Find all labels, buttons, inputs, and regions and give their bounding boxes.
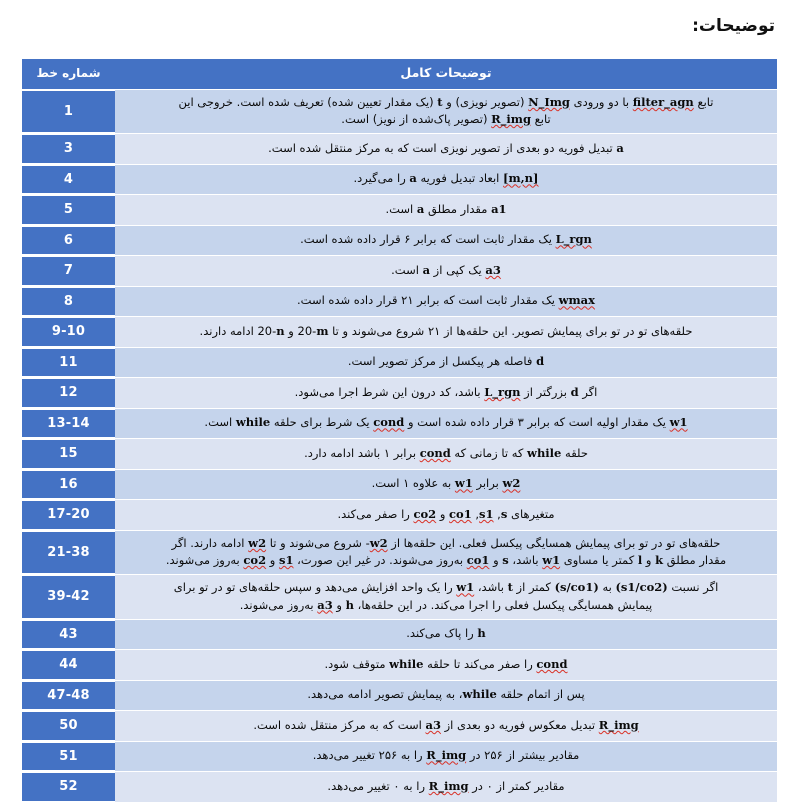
cell-description xyxy=(115,348,777,378)
cell-line-number: 1 xyxy=(22,90,115,134)
code-token: s1 xyxy=(278,553,294,568)
code-token: co2 xyxy=(243,553,267,568)
code-token: w1 xyxy=(456,580,475,595)
description-line: اگر d بزرگتر از L_rgn باشد، کد درون این شرط اجرا می‌شود. xyxy=(127,384,765,401)
cell-line-number: 17-20 xyxy=(22,500,115,530)
description-line: R_img تبدیل معکوس فوریه دو بعدی از a3 است که به مرکز منتقل شده است. xyxy=(127,717,765,734)
cell-description xyxy=(115,772,777,802)
table-row xyxy=(22,575,777,619)
table-row xyxy=(22,195,777,225)
code-token: R_img xyxy=(426,748,467,763)
cell-description xyxy=(115,500,777,530)
description-line: wmax یک مقدار ثابت است که برابر ۲۱ قرار داده شده است. xyxy=(127,292,765,309)
code-token: while xyxy=(235,415,271,430)
code-token: a xyxy=(616,140,624,155)
cell-description xyxy=(115,681,777,711)
description-line: مقدار مطلق k و l کمتر یا مساوی w1 باشد، s و co1 به‌روز می‌شوند. در غیر این صورت، s1 و co2 به‌روز می‌شوند. xyxy=(127,552,765,569)
table-row xyxy=(22,531,777,575)
code-token: w2 xyxy=(502,476,521,491)
cell-line-number: 21-38 xyxy=(22,531,115,575)
cell-description xyxy=(115,439,777,469)
cell-description xyxy=(115,531,777,575)
code-token: w2 xyxy=(248,535,267,550)
code-token: l xyxy=(637,553,643,568)
description-line: cond را صفر می‌کند تا حلقه while متوقف شود. xyxy=(127,656,765,673)
code-token: m xyxy=(316,323,329,338)
description-line: تابع filter_agn با دو ورودی N_Img (تصویر نویزی) و t (یک مقدار تعیین شده) تعریف شده است. خروجی این xyxy=(127,94,765,111)
cell-description xyxy=(115,226,777,256)
cell-description xyxy=(115,90,777,134)
code-token: t xyxy=(507,580,513,595)
code-token: R_img xyxy=(428,778,469,793)
cell-line-number: 11 xyxy=(22,348,115,378)
description-line: پیمایش همسایگی پیکسل فعلی را اجرا می‌کند. در این حلقه‌ها، h و a3 به‌روز می‌شوند. xyxy=(127,597,765,614)
cell-description xyxy=(115,134,777,164)
table-row xyxy=(22,620,777,650)
code-token: s xyxy=(502,553,509,568)
table-row xyxy=(22,439,777,469)
description-line: مقادیر کمتر از ۰ در R_img را به ۰ تغییر می‌دهد. xyxy=(127,778,765,795)
description-line: h را پاک می‌کند. xyxy=(127,625,765,642)
code-token: a xyxy=(422,262,431,277)
code-token: (s1/co2) xyxy=(615,580,668,595)
description-line: d فاصله هر پیکسل از مرکز تصویر است. xyxy=(127,353,765,370)
cell-line-number: 9-10 xyxy=(22,317,115,347)
cell-description xyxy=(115,409,777,439)
table-row xyxy=(22,256,777,286)
code-token: a3 xyxy=(317,597,333,612)
cell-line-number: 52 xyxy=(22,772,115,802)
code-token: h xyxy=(345,597,354,612)
code-token: R_img xyxy=(598,717,639,732)
description-line: مقادیر بیشتر از ۲۵۶ در R_img را به ۲۵۶ تغییر می‌دهد. xyxy=(127,747,765,764)
cell-description xyxy=(115,378,777,408)
code-token: cond xyxy=(373,415,405,430)
cell-line-number: 4 xyxy=(22,165,115,195)
code-token: co1 xyxy=(449,506,472,521)
description-line: a تبدیل فوریه دو بعدی از تصویر نویزی است که به مرکز منتقل شده است. xyxy=(127,140,765,157)
code-token: a1 xyxy=(491,201,507,216)
cell-line-number: 8 xyxy=(22,287,115,317)
code-token: a3 xyxy=(425,717,441,732)
table-row xyxy=(22,165,777,195)
code-token: a xyxy=(416,201,425,216)
table-row xyxy=(22,287,777,317)
table-row xyxy=(22,90,777,134)
cell-line-number: 15 xyxy=(22,439,115,469)
code-token: co2 xyxy=(413,506,437,521)
description-line: تابع R_img (تصویر پاک‌شده از نویز) است. xyxy=(127,111,765,128)
code-token: cond xyxy=(536,656,568,671)
cell-line-number: 47-48 xyxy=(22,681,115,711)
code-token: while xyxy=(527,445,562,460)
code-token: cond xyxy=(419,445,451,460)
code-token: w1 xyxy=(542,553,561,568)
code-token: [m,n] xyxy=(503,171,539,186)
table-row xyxy=(22,470,777,500)
cell-description xyxy=(115,317,777,347)
code-token: w1 xyxy=(669,415,688,430)
code-token: L_rgn xyxy=(484,384,521,399)
description-line: w1 یک مقدار اولیه است که برابر ۳ قرار داده شده است و cond یک شرط برای حلقه while است. xyxy=(127,414,765,431)
table-header-row xyxy=(22,59,777,88)
description-line: حلقه‌های تو در تو برای پیمایش همسایگی پیکسل فعلی. این حلقه‌ها از w2- شروع می‌شوند و تا w2 ادامه دارند. اگر xyxy=(127,535,765,552)
code-token: a3 xyxy=(485,262,501,277)
code-token: while xyxy=(389,656,424,671)
table-row xyxy=(22,772,777,802)
code-token: wmax xyxy=(558,293,595,308)
description-line: [m,n] ابعاد تبدیل فوریه a را می‌گیرد. xyxy=(127,170,765,187)
description-line: پس از اتمام حلقه while، به پیمایش تصویر ادامه می‌دهد. xyxy=(127,686,765,703)
code-token: k xyxy=(655,553,664,568)
table-row xyxy=(22,348,777,378)
description-line: متغیرهای s, s1, co1 و co2 را صفر می‌کند. xyxy=(127,506,765,523)
table-row xyxy=(22,711,777,741)
code-token: d xyxy=(536,354,545,369)
description-line: w2 برابر w1 به علاوه ۱ است. xyxy=(127,475,765,492)
code-token: n xyxy=(276,323,285,338)
code-token: s1 xyxy=(479,506,494,521)
cell-description xyxy=(115,620,777,650)
page-title-bar xyxy=(0,0,800,36)
explanations-table-container xyxy=(22,58,777,802)
description-line: حلقه while که تا زمانی که cond برابر ۱ باشد ادامه دارد. xyxy=(127,445,765,462)
cell-description xyxy=(115,575,777,619)
cell-line-number: 7 xyxy=(22,256,115,286)
table-row xyxy=(22,378,777,408)
code-token: s xyxy=(500,506,508,521)
code-token: N_Img xyxy=(528,94,570,109)
cell-description xyxy=(115,711,777,741)
table-row xyxy=(22,317,777,347)
table-row xyxy=(22,134,777,164)
cell-line-number: 50 xyxy=(22,711,115,741)
page-title: توضیحات: xyxy=(692,16,775,36)
code-token: a xyxy=(409,171,417,186)
table-row xyxy=(22,650,777,680)
cell-line-number: 13-14 xyxy=(22,409,115,439)
explanations-table xyxy=(22,58,777,802)
cell-line-number: 3 xyxy=(22,134,115,164)
code-token: w1 xyxy=(454,476,473,491)
code-token: co1 xyxy=(466,553,490,568)
cell-line-number: 43 xyxy=(22,620,115,650)
cell-line-number: 44 xyxy=(22,650,115,680)
cell-description xyxy=(115,650,777,680)
code-token: while xyxy=(462,687,497,702)
column-header-line-number: شماره خط xyxy=(22,59,115,88)
cell-line-number: 51 xyxy=(22,742,115,772)
description-line: a3 یک کپی از a است. xyxy=(127,262,765,279)
column-header-description: توضیحات کامل xyxy=(115,59,777,88)
cell-line-number: 5 xyxy=(22,195,115,225)
description-line: L_rgn یک مقدار ثابت است که برابر ۶ قرار داده شده است. xyxy=(127,231,765,248)
cell-description xyxy=(115,256,777,286)
cell-line-number: 16 xyxy=(22,470,115,500)
code-token: h xyxy=(477,626,486,641)
code-token: R_img xyxy=(491,112,532,127)
code-token: t xyxy=(437,94,443,109)
table-row xyxy=(22,409,777,439)
description-line: a1 مقدار مطلق a است. xyxy=(127,201,765,218)
code-token: filter_agn xyxy=(632,94,694,109)
table-row xyxy=(22,500,777,530)
table-row xyxy=(22,681,777,711)
table-row xyxy=(22,742,777,772)
table-header xyxy=(22,59,777,88)
code-token: w2 xyxy=(369,535,388,550)
cell-line-number: 39-42 xyxy=(22,575,115,619)
cell-description xyxy=(115,470,777,500)
cell-description xyxy=(115,742,777,772)
table-body xyxy=(22,90,777,802)
cell-line-number: 12 xyxy=(22,378,115,408)
cell-description xyxy=(115,287,777,317)
code-token: (s/co1) xyxy=(554,580,599,595)
description-line: حلقه‌های تو در تو برای پیمایش تصویر. این حلقه‌ها از ۲۱ شروع می‌شوند و تا m-20 و n-20 ادامه دارند. xyxy=(127,323,765,340)
code-token: L_rgn xyxy=(555,232,592,247)
description-line: اگر نسبت (s1/co2) به (s/co1) کمتر از t باشد، w1 را یک واحد افزایش می‌دهد و سپس حلقه‌های تو در تو برای xyxy=(127,579,765,596)
code-token: d xyxy=(570,384,579,399)
cell-description xyxy=(115,165,777,195)
table-row xyxy=(22,226,777,256)
cell-line-number: 6 xyxy=(22,226,115,256)
cell-description xyxy=(115,195,777,225)
